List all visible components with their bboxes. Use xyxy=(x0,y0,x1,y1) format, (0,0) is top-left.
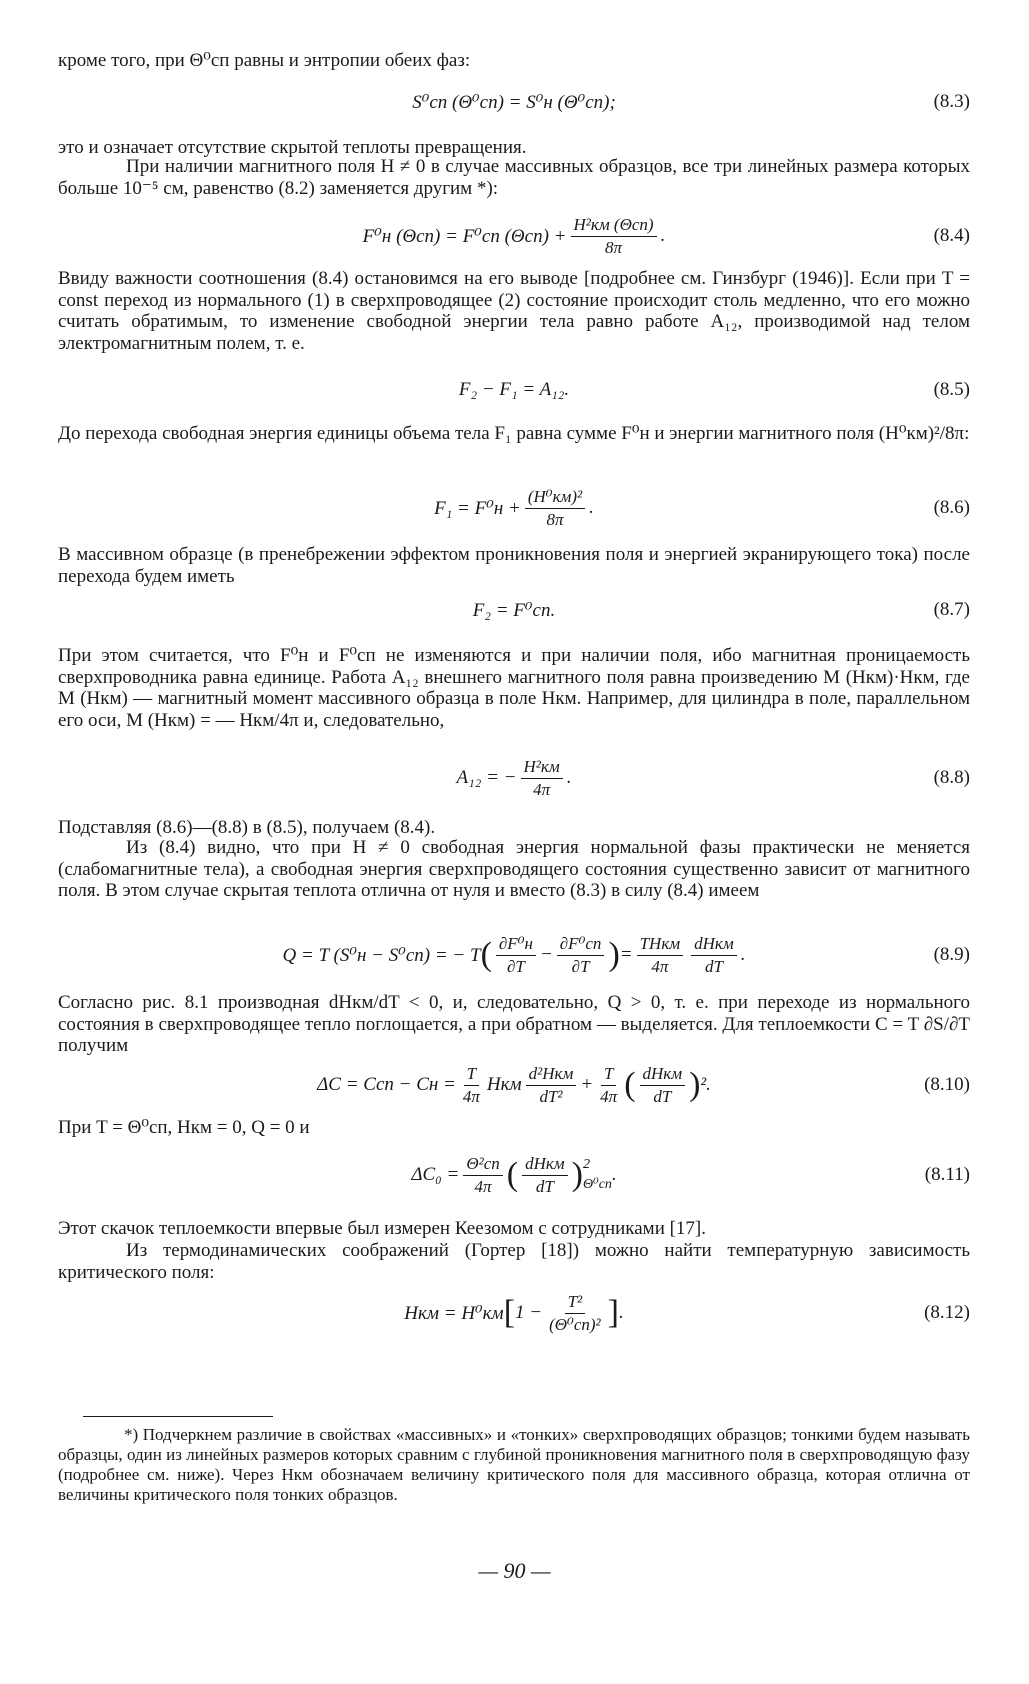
fraction: $\frac{T}{4\pi}$ xyxy=(600,1063,618,1106)
equation-lhs: Hкм = H⁰км xyxy=(404,1302,504,1324)
equation-8-3 xyxy=(58,72,970,132)
paragraph: Подставляя (8.6)—(8.8) в (8.5), получаем (8.4). xyxy=(58,817,436,838)
equation-8-6: F₁ = F⁰н + (H⁰км)² 8π . (8.6) xyxy=(434,486,970,529)
paragraph: Ввиду важности соотношения (8.4) остановимся на его выводе [подробнее см. Гинзбург (1946)]. Если при T = const переход из нормального (1) в сверхпроводящее (2) состояние происходит столь медленно, что его можно считать обратимым, то изменение свободной энергии тела равно работе A₁₂, производимой над телом электромагнитным полем, т. е. xyxy=(58,268,970,354)
paragraph: При этом считается, что F⁰н и F⁰сп не изменяются и при наличии поля, ибо магнитная проницаемость сверхпроводника равна единице. Работа A₁₂ внешнего магнитного поля равна произведению M (Hкм)·Hкм, где M (Hкм) — магнитный момент массивного образца в поле Hкм. Например, для цилиндра в поле, параллельном его оси, M (Hкм) = — Hкм/4π и, следовательно, xyxy=(58,645,970,731)
fraction: THкм 4π xyxy=(637,933,684,978)
fraction: d²Hкм dT² xyxy=(526,1063,577,1108)
equation-8-7 xyxy=(58,580,970,640)
paragraph: Согласно рис. 8.1 производная dHкм/dT < 0, и, следовательно, Q > 0, т. е. при переходе из нормального состояния в сверхпроводящее тепло поглощается, а при обратном — выделяется. Для теплоемкости C = T ∂S/∂T получим xyxy=(58,992,970,1056)
equation-number: (8.4) xyxy=(933,225,970,246)
equation-lhs: ΔC₀ = xyxy=(411,1164,460,1185)
paragraph: При наличии магнитного поля H ≠ 0 в случае массивных образцов, все три линейных размера которых больше 10⁻⁵ см, равенство (8.2) заменяется другим *): xyxy=(58,156,970,199)
equation-lhs: A₁₂ = − xyxy=(456,767,517,788)
equation-number: (8.8) xyxy=(933,767,970,788)
fraction: Θ²сп 4π xyxy=(463,1153,502,1198)
fraction: dHкм dT xyxy=(522,1153,568,1198)
equation-8-8: A₁₂ = − H²км 4π . (8.8) xyxy=(456,756,970,799)
equation-number: (8.11) xyxy=(924,1164,970,1185)
fraction: ∂F⁰сп ∂T xyxy=(557,933,605,978)
equation-8-10: ΔC = Cсп − Cн = $\frac{T}{4\pi}$ Hкм d²Hкм dT² + $\frac{T}{4\pi}$ ( dHкм dT ) ². (8.10) xyxy=(317,1063,970,1106)
fraction: (H⁰км)² 8π xyxy=(525,486,585,531)
equation-lhs: F₁ = F⁰н + xyxy=(434,497,521,519)
paragraph: кроме того, при Θ⁰сп равны и энтропии обеих фаз: xyxy=(58,50,471,71)
equation-number: (8.7) xyxy=(933,599,970,620)
equation-8-4: F⁰н (Θсп) = F⁰сп (Θсп) + H²км (Θсп) 8π . (8.4) xyxy=(362,214,970,257)
equation-8-12: Hкм = H⁰км [ 1 − T² (Θ⁰сп)² ] . (8.12) xyxy=(404,1291,970,1334)
footnote: *) Подчеркнем различие в свойствах «массивных» и «тонких» сверхпроводящих образцов; тонкими будем называть образцы, один из линейных размеров которых сравним с глубиной проникновения магнитного поля в сверхпроводящую фазу (подробнее см. ниже). Через Hкм обозначаем величину критического поля для массивного образца, которая отлична от величины критического поля тонких образцов. xyxy=(58,1425,970,1504)
paragraph: Из термодинамических соображений (Гортер [18]) можно найти температурную зависимость критического поля: xyxy=(58,1240,970,1283)
equation-body: F₂ = F⁰сп. xyxy=(472,599,556,621)
equation-body: F₂ − F₁ = A₁₂. xyxy=(458,379,570,400)
paragraph: До перехода свободная энергия единицы объема тела F₁ равна сумме F⁰н и энергии магнитного поля (H⁰км)²/8π: xyxy=(58,423,970,444)
equation-8-11: ΔC₀ = Θ²сп 4π ( dHкм dT ) 2 Θ⁰сп . (8.11) xyxy=(411,1153,970,1196)
equation-lhs: F⁰н (Θсп) = F⁰сп (Θсп) + xyxy=(362,225,567,247)
equation-lhs: ΔC = Cсп − Cн = xyxy=(317,1074,456,1095)
equation-number: (8.9) xyxy=(933,944,970,965)
paragraph: Из (8.4) видно, что при H ≠ 0 свободная энергия нормальной фазы практически не меняется (слабомагнитные тела), а свободная энергия сверхпроводящего состояния существенно зависит от магнитного поля. В этом случае скрытая теплота отлична от нуля и вместо (8.3) в силу (8.4) имеем xyxy=(58,837,970,901)
equation-number: (8.6) xyxy=(933,497,970,518)
fraction: ∂F⁰н ∂T xyxy=(496,933,536,978)
equation-number: (8.12) xyxy=(924,1302,970,1323)
equation-number: (8.3) xyxy=(933,91,970,112)
footnote-divider xyxy=(83,1416,273,1417)
equation-8-5 xyxy=(58,360,970,420)
fraction: T² (Θ⁰сп)² xyxy=(549,1291,601,1334)
fraction: dHкм dT xyxy=(691,933,737,978)
equation-8-9: Q = T (S⁰н − S⁰сп) = − T ( ∂F⁰н ∂T − ∂F⁰сп ∂T ) = THкм 4π dHкм dT . (8.9) xyxy=(282,933,970,976)
fraction: H²км (Θсп) 8π xyxy=(571,214,657,259)
fraction: dHкм dT xyxy=(640,1063,686,1108)
equation-body: S⁰сп (Θ⁰сп) = S⁰н (Θ⁰сп); xyxy=(412,91,616,113)
fraction: H²км 4π xyxy=(521,756,563,801)
fraction: $\frac{T}{4\pi}$ xyxy=(462,1063,480,1106)
paragraph: это и означает отсутствие скрытой теплоты превращения. xyxy=(58,137,527,158)
equation-number: (8.5) xyxy=(933,379,970,400)
paragraph: При T = Θ⁰сп, Hкм = 0, Q = 0 и xyxy=(58,1117,310,1138)
paragraph: Этот скачок теплоемкости впервые был измерен Кеезомом с сотрудниками [17]. xyxy=(58,1218,707,1239)
page-number: — 90 — xyxy=(478,1558,551,1583)
equation-lhs: Q = T (S⁰н − S⁰сп) = − T xyxy=(282,944,481,966)
paragraph: В массивном образце (в пренебрежении эффектом проникновения поля и энергией экранирующего тока) после перехода будем иметь xyxy=(58,544,970,587)
equation-number: (8.10) xyxy=(924,1074,970,1095)
